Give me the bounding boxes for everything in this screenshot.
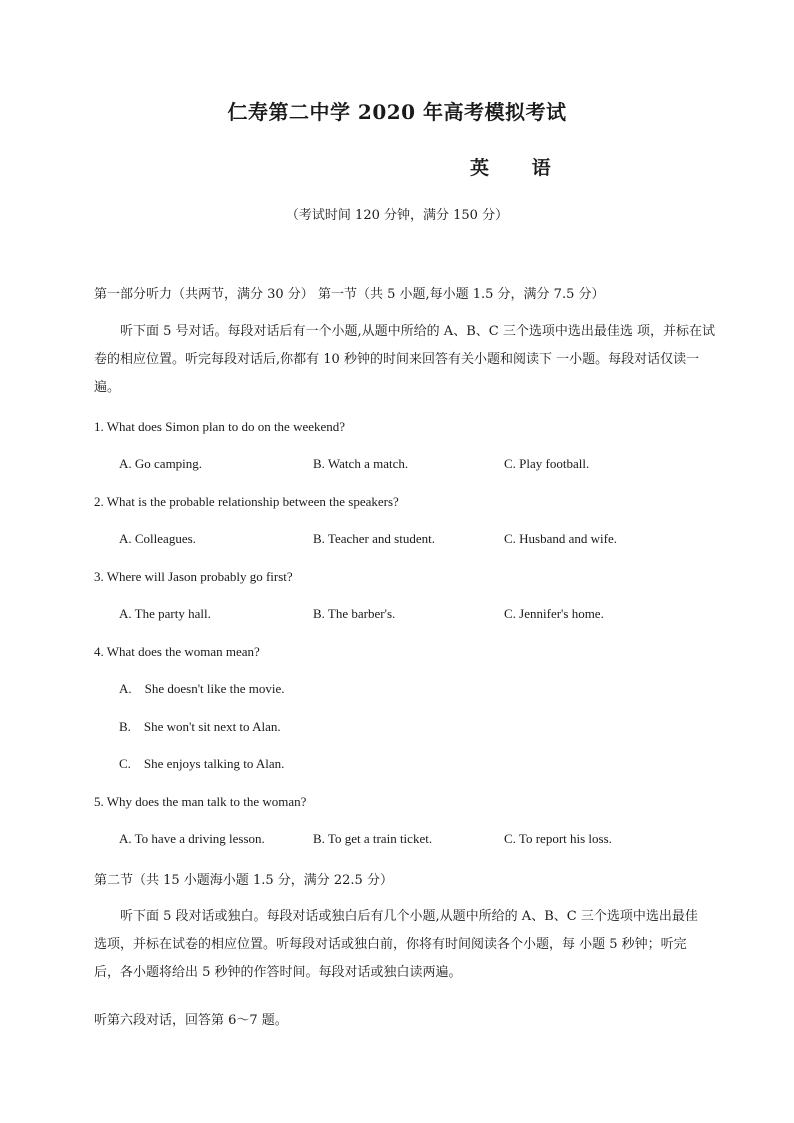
section2-heading: 第二节（共 15 小题海小题 1.5 分，满分 22.5 分） [94,873,393,888]
option-b: B. The barber's. [313,606,396,621]
option-b: B. Watch a match. [313,456,409,471]
time-note: （考试时间 120 分钟，满分 150 分） [285,208,509,223]
part1-instructions: 听下面 5 号对话。每段对话后有一个小题,从题中所给的 A、B、C 三个选项中选出最佳选 项，并标在试卷的相应位置。听完每段对话后,你都有 10 秒钟的时间来回答有关小题和阅读下 一小题。每段对话仅读一遍。 [94,324,715,395]
section2-subheading: 听第六段对话，回答第 6〜7 题。 [94,1013,288,1028]
option-b: B. To get a train ticket. [313,831,433,846]
part1-heading: 第一部分听力（共两节，满分 30 分） 第一节（共 5 小题,每小题 1.5 分，满分 7.5 分） [94,287,605,302]
question-stem: 3. Where will Jason probably go first? [94,569,293,584]
exam-title: 仁寿第二中学 2020 年高考模拟考试 [227,100,567,124]
option-c: C. Play football. [504,456,590,471]
option-a: A. Colleagues. [119,531,196,546]
option-c: C. To report his loss. [504,831,612,846]
option-c: C. She enjoys talking to Alan. [119,756,285,771]
option-a: A. To have a driving lesson. [119,831,265,846]
option-b: B. Teacher and student. [313,531,435,546]
subject-title: 英 语 [470,157,569,179]
section2-instructions: 听下面 5 段对话或独白。每段对话或独白后有几个小题,从题中所给的 A、B、C 三个选项中选出最佳选项，并标在试卷的相应位置。听每段对话或独白前，你将有时间阅读各个小题，每 小题 5 秒钟；听完后，各小题将给出 5 秒钟的作答时间。每段对话或独白读两遍。 [94,909,698,980]
option-c: C. Jennifer's home. [504,606,604,621]
option-c: C. Husband and wife. [504,531,618,546]
question-stem: 4. What does the woman mean? [94,644,260,659]
option-a: A. She doesn't like the movie. [119,681,285,696]
question-stem: 2. What is the probable relationship between the speakers? [94,494,399,509]
option-a: A. The party hall. [119,606,211,621]
option-a: A. Go camping. [119,456,203,471]
option-b: B. She won't sit next to Alan. [119,719,281,734]
question-stem: 5. Why does the man talk to the woman? [94,794,307,809]
question-stem: 1. What does Simon plan to do on the weekend? [94,419,346,434]
